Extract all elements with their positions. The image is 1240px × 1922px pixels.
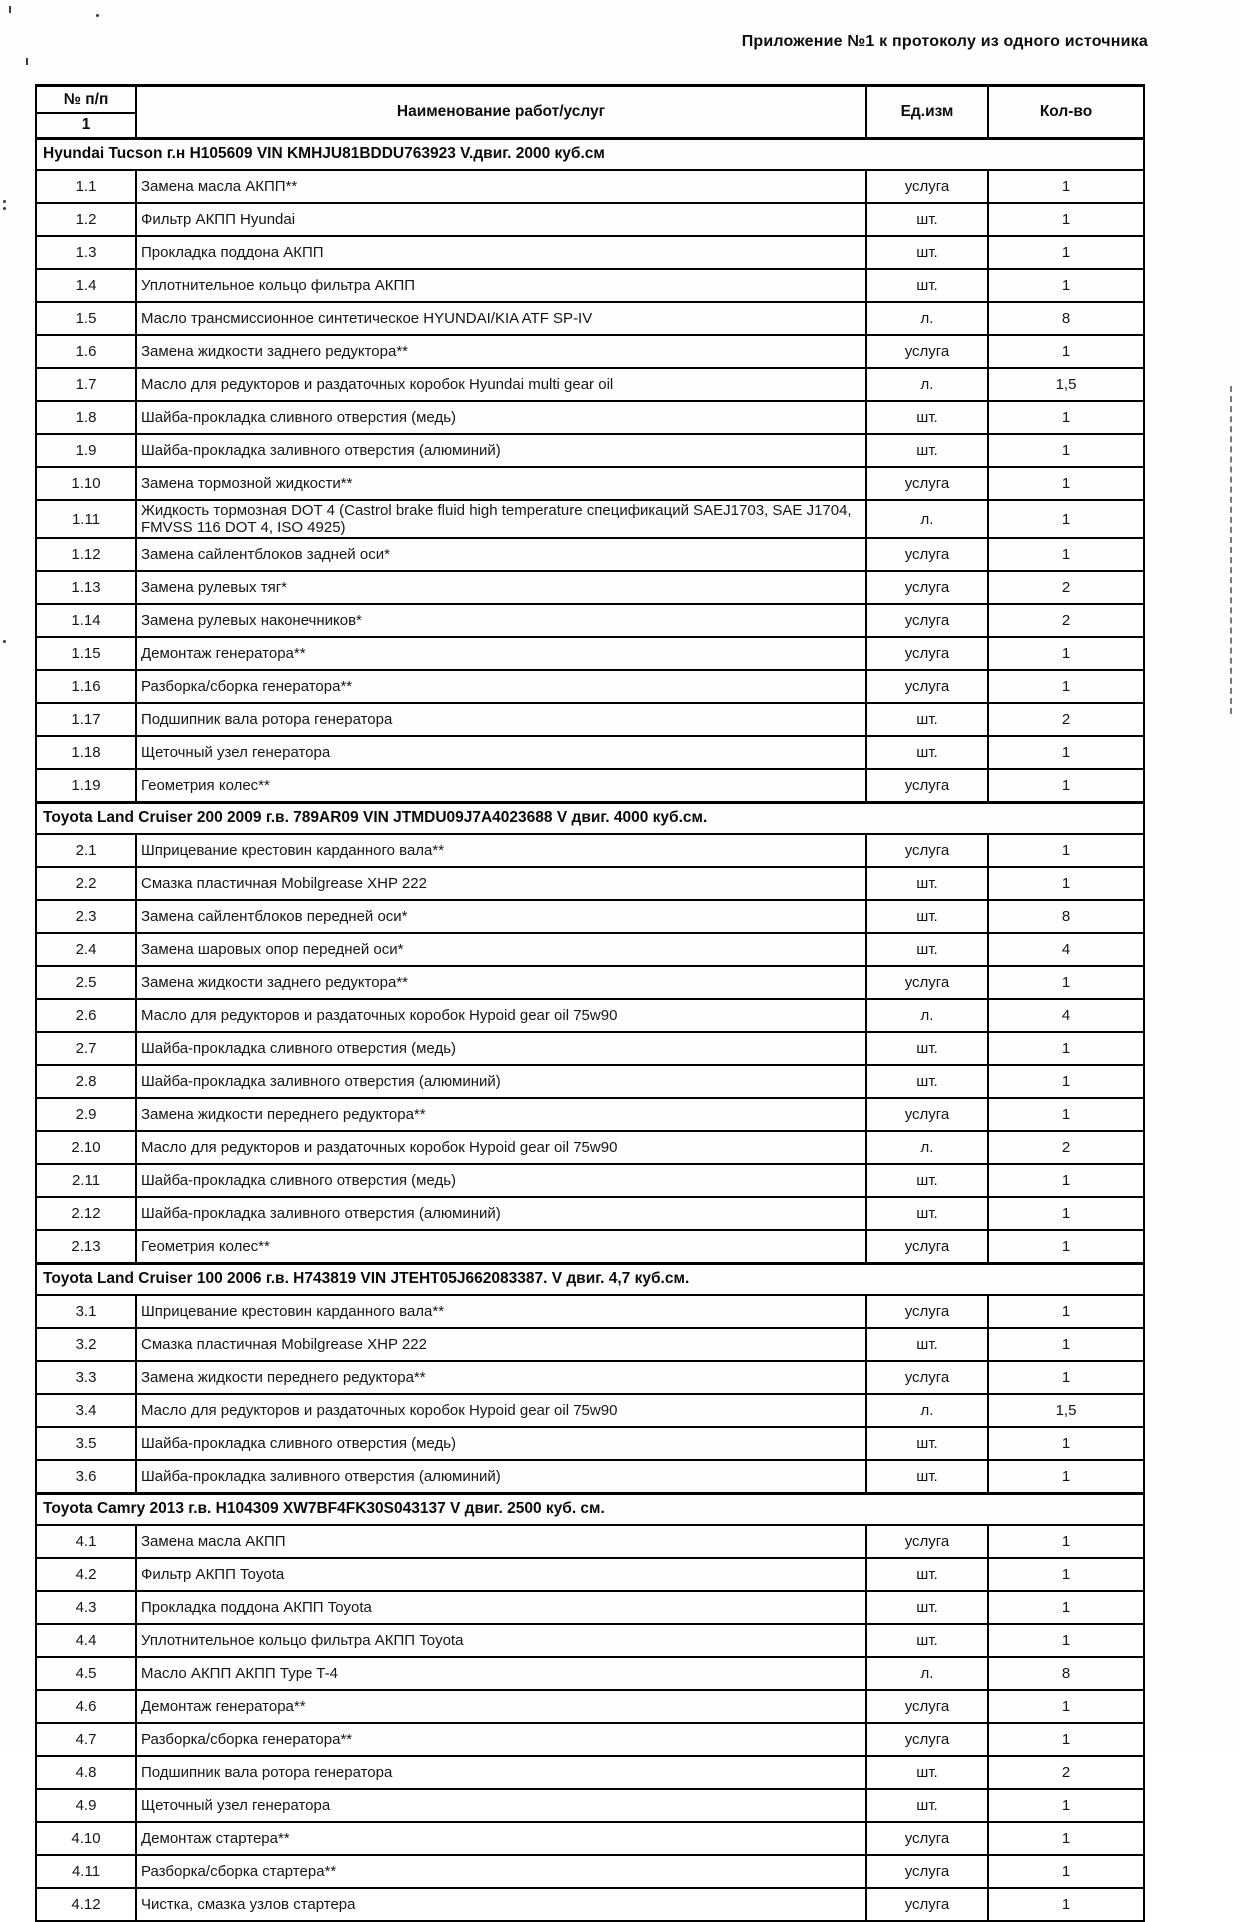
table-row [36, 1328, 1144, 1361]
scan-artifact [3, 640, 6, 643]
table-row [36, 401, 1144, 434]
cell-qty: 1 [988, 1624, 1144, 1657]
table-row [36, 1855, 1144, 1888]
cell-qty: 1 [988, 1427, 1144, 1460]
cell-qty: 8 [988, 1657, 1144, 1690]
cell-num: 2.10 [36, 1131, 136, 1164]
table-row [36, 1295, 1144, 1328]
cell-name: Шайба-прокладка заливного отверстия (алюминий) [136, 1197, 866, 1230]
cell-qty: 1 [988, 1197, 1144, 1230]
cell-num: 2.8 [36, 1065, 136, 1098]
scan-artifact [9, 6, 11, 13]
cell-name: Шайба-прокладка сливного отверстия (медь) [136, 401, 866, 434]
cell-num: 1.3 [36, 236, 136, 269]
table-row [36, 1427, 1144, 1460]
cell-qty: 8 [988, 900, 1144, 933]
cell-name: Уплотнительное кольцо фильтра АКПП Toyota [136, 1624, 866, 1657]
table-row [36, 900, 1144, 933]
table-row [36, 1822, 1144, 1855]
table-row [36, 203, 1144, 236]
cell-name: Шайба-прокладка заливного отверстия (алюминий) [136, 434, 866, 467]
table-row [36, 867, 1144, 900]
cell-num: 1.18 [36, 736, 136, 769]
cell-num: 2.13 [36, 1230, 136, 1264]
cell-num: 4.7 [36, 1723, 136, 1756]
cell-name: Разборка/сборка генератора** [136, 670, 866, 703]
cell-num: 3.6 [36, 1460, 136, 1494]
cell-name: Шайба-прокладка заливного отверстия (алюминий) [136, 1460, 866, 1494]
cell-unit: шт. [866, 1756, 988, 1789]
scan-artifact [96, 14, 99, 17]
cell-name: Демонтаж генератора** [136, 637, 866, 670]
cell-unit: шт. [866, 434, 988, 467]
table-row [36, 1525, 1144, 1558]
services-table [35, 84, 1145, 1922]
cell-num: 3.4 [36, 1394, 136, 1427]
cell-unit: шт. [866, 900, 988, 933]
cell-num: 2.5 [36, 966, 136, 999]
cell-name: Демонтаж генератора** [136, 1690, 866, 1723]
cell-name: Замена шаровых опор передней оси* [136, 933, 866, 966]
cell-num: 3.3 [36, 1361, 136, 1394]
cell-name: Замена масла АКПП** [136, 170, 866, 203]
table-row [36, 1789, 1144, 1822]
cell-num: 3.1 [36, 1295, 136, 1328]
header-num-sub: 1 [81, 116, 91, 133]
cell-unit: услуга [866, 670, 988, 703]
cell-name: Щеточный узел генератора [136, 736, 866, 769]
cell-name: Подшипник вала ротора генератора [136, 1756, 866, 1789]
cell-unit: шт. [866, 1032, 988, 1065]
cell-unit: шт. [866, 867, 988, 900]
table-row [36, 736, 1144, 769]
cell-qty: 1 [988, 500, 1144, 538]
cell-unit: услуга [866, 604, 988, 637]
cell-qty: 1 [988, 1888, 1144, 1921]
cell-num: 2.7 [36, 1032, 136, 1065]
cell-unit: услуга [866, 1855, 988, 1888]
table-row [36, 1888, 1144, 1921]
header-name: Наименование работ/услуг [136, 86, 866, 139]
cell-name: Замена жидкости заднего редуктора** [136, 335, 866, 368]
cell-qty: 1 [988, 1328, 1144, 1361]
section-title: Hyundai Tucson г.н H105609 VIN KMHJU81BDDU763923 V.двиг. 2000 куб.см [36, 139, 1144, 171]
cell-name: Замена рулевых тяг* [136, 571, 866, 604]
cell-name: Масло для редукторов и раздаточных коробок Hypoid gear oil 75w90 [136, 1131, 866, 1164]
section-header-row [36, 803, 1144, 835]
cell-qty: 1 [988, 637, 1144, 670]
table-row [36, 1394, 1144, 1427]
cell-num: 1.5 [36, 302, 136, 335]
cell-num: 1.2 [36, 203, 136, 236]
cell-unit: шт. [866, 1164, 988, 1197]
cell-unit: услуга [866, 1361, 988, 1394]
cell-unit: шт. [866, 1789, 988, 1822]
table-row [36, 769, 1144, 803]
table-row [36, 637, 1144, 670]
cell-unit: услуга [866, 571, 988, 604]
cell-num: 1.17 [36, 703, 136, 736]
cell-num: 4.5 [36, 1657, 136, 1690]
cell-qty: 1 [988, 769, 1144, 803]
cell-qty: 1 [988, 467, 1144, 500]
cell-num: 1.13 [36, 571, 136, 604]
table-row [36, 670, 1144, 703]
table-row [36, 1690, 1144, 1723]
cell-name: Шайба-прокладка сливного отверстия (медь) [136, 1164, 866, 1197]
table-row [36, 933, 1144, 966]
cell-qty: 1 [988, 1098, 1144, 1131]
table-row [36, 703, 1144, 736]
cell-qty: 1 [988, 434, 1144, 467]
cell-name: Шайба-прокладка заливного отверстия (алюминий) [136, 1065, 866, 1098]
cell-unit: л. [866, 500, 988, 538]
cell-unit: услуга [866, 1690, 988, 1723]
cell-num: 1.6 [36, 335, 136, 368]
cell-qty: 1 [988, 538, 1144, 571]
cell-qty: 1 [988, 867, 1144, 900]
cell-unit: шт. [866, 736, 988, 769]
cell-qty: 1,5 [988, 1394, 1144, 1427]
table-row [36, 269, 1144, 302]
cell-num: 1.12 [36, 538, 136, 571]
cell-qty: 2 [988, 703, 1144, 736]
cell-name: Замена тормозной жидкости** [136, 467, 866, 500]
table-row [36, 1723, 1144, 1756]
table-row [36, 236, 1144, 269]
cell-unit: услуга [866, 769, 988, 803]
cell-unit: шт. [866, 1328, 988, 1361]
table-row [36, 571, 1144, 604]
cell-unit: л. [866, 368, 988, 401]
cell-name: Чистка, смазка узлов стартера [136, 1888, 866, 1921]
cell-name: Геометрия колес** [136, 1230, 866, 1264]
document-title: Приложение №1 к протоколу из одного источника [741, 33, 1148, 50]
cell-name: Разборка/сборка генератора** [136, 1723, 866, 1756]
cell-unit: услуга [866, 467, 988, 500]
cell-name: Масло трансмиссионное синтетическое HYUNDAI/KIA ATF SP-IV [136, 302, 866, 335]
cell-qty: 1 [988, 1032, 1144, 1065]
cell-qty: 1 [988, 834, 1144, 867]
cell-num: 1.4 [36, 269, 136, 302]
cell-name: Замена жидкости переднего редуктора** [136, 1098, 866, 1131]
cell-num: 1.11 [36, 500, 136, 538]
cell-name: Жидкость тормозная DOT 4 (Castrol brake fluid high temperature спецификаций SAEJ1703, SAE J1704, FMVSS 116 DOT 4, ISO 4925) [136, 500, 866, 538]
cell-name: Шайба-прокладка сливного отверстия (медь) [136, 1032, 866, 1065]
cell-unit: шт. [866, 1427, 988, 1460]
cell-name: Замена сайлентблоков задней оси* [136, 538, 866, 571]
cell-name: Щеточный узел генератора [136, 1789, 866, 1822]
cell-name: Фильтр АКПП Toyota [136, 1558, 866, 1591]
cell-name: Масло для редукторов и раздаточных коробок Hyundai multi gear oil [136, 368, 866, 401]
cell-unit: услуга [866, 1230, 988, 1264]
cell-name: Фильтр АКПП Hyundai [136, 203, 866, 236]
cell-num: 2.1 [36, 834, 136, 867]
cell-name: Замена сайлентблоков передней оси* [136, 900, 866, 933]
cell-name: Замена жидкости переднего редуктора** [136, 1361, 866, 1394]
cell-qty: 1 [988, 1723, 1144, 1756]
cell-name: Замена рулевых наконечников* [136, 604, 866, 637]
cell-num: 4.3 [36, 1591, 136, 1624]
cell-num: 2.2 [36, 867, 136, 900]
cell-qty: 1 [988, 1230, 1144, 1264]
cell-num: 4.4 [36, 1624, 136, 1657]
cell-num: 4.2 [36, 1558, 136, 1591]
cell-qty: 1 [988, 335, 1144, 368]
cell-num: 2.12 [36, 1197, 136, 1230]
cell-name: Замена масла АКПП [136, 1525, 866, 1558]
cell-name: Разборка/сборка стартера** [136, 1855, 866, 1888]
cell-num: 1.10 [36, 467, 136, 500]
table-row [36, 1197, 1144, 1230]
cell-name: Масло АКПП АКПП Type T-4 [136, 1657, 866, 1690]
cell-unit: услуга [866, 1098, 988, 1131]
cell-qty: 1 [988, 236, 1144, 269]
header-num-label: № п/п [37, 87, 135, 114]
table-row [36, 1756, 1144, 1789]
cell-name: Масло для редукторов и раздаточных коробок Hypoid gear oil 75w90 [136, 1394, 866, 1427]
cell-unit: услуга [866, 1822, 988, 1855]
table-row [36, 1032, 1144, 1065]
cell-name: Масло для редукторов и раздаточных коробок Hypoid gear oil 75w90 [136, 999, 866, 1032]
cell-unit: шт. [866, 1460, 988, 1494]
cell-unit: услуга [866, 538, 988, 571]
cell-unit: услуга [866, 834, 988, 867]
cell-name: Шприцевание крестовин карданного вала** [136, 834, 866, 867]
cell-qty: 1 [988, 670, 1144, 703]
cell-name: Смазка пластичная Mobilgrease XHP 222 [136, 1328, 866, 1361]
cell-qty: 8 [988, 302, 1144, 335]
cell-qty: 2 [988, 604, 1144, 637]
cell-num: 4.11 [36, 1855, 136, 1888]
cell-name: Подшипник вала ротора генератора [136, 703, 866, 736]
table-row [36, 604, 1144, 637]
table-row [36, 335, 1144, 368]
cell-num: 4.6 [36, 1690, 136, 1723]
cell-qty: 1 [988, 1690, 1144, 1723]
table-row [36, 1624, 1144, 1657]
cell-num: 1.16 [36, 670, 136, 703]
table-row [36, 1361, 1144, 1394]
cell-num: 1.7 [36, 368, 136, 401]
scan-artifact [3, 200, 6, 203]
cell-name: Геометрия колес** [136, 769, 866, 803]
table-row [36, 1065, 1144, 1098]
cell-num: 1.15 [36, 637, 136, 670]
cell-unit: услуга [866, 1525, 988, 1558]
cell-unit: услуга [866, 1723, 988, 1756]
cell-unit: шт. [866, 1624, 988, 1657]
section-title: Toyota Camry 2013 г.в. H104309 XW7BF4FK30S043137 V двиг. 2500 куб. см. [36, 1494, 1144, 1526]
section-title: Toyota Land Cruiser 100 2006 г.в. H743819 VIN JTEHT05J662083387. V двиг. 4,7 куб.см. [36, 1264, 1144, 1296]
cell-name: Замена жидкости заднего редуктора** [136, 966, 866, 999]
cell-unit: шт. [866, 269, 988, 302]
table-row [36, 302, 1144, 335]
table-row [36, 434, 1144, 467]
cell-unit: услуга [866, 637, 988, 670]
cell-qty: 1 [988, 1591, 1144, 1624]
table-row [36, 966, 1144, 999]
cell-num: 1.14 [36, 604, 136, 637]
table-row [36, 1164, 1144, 1197]
cell-qty: 1 [988, 1295, 1144, 1328]
cell-qty: 1,5 [988, 368, 1144, 401]
cell-num: 3.2 [36, 1328, 136, 1361]
cell-num: 2.9 [36, 1098, 136, 1131]
table-row [36, 834, 1144, 867]
scan-artifact [3, 207, 6, 210]
cell-qty: 4 [988, 999, 1144, 1032]
table-row [36, 1657, 1144, 1690]
table-row [36, 170, 1144, 203]
cell-unit: услуга [866, 335, 988, 368]
table-row [36, 1591, 1144, 1624]
section-header-row [36, 1494, 1144, 1526]
cell-qty: 1 [988, 401, 1144, 434]
cell-qty: 1 [988, 1065, 1144, 1098]
cell-qty: 2 [988, 1756, 1144, 1789]
cell-qty: 1 [988, 966, 1144, 999]
table-row [36, 368, 1144, 401]
cell-unit: л. [866, 1657, 988, 1690]
cell-unit: услуга [866, 1888, 988, 1921]
cell-unit: шт. [866, 203, 988, 236]
cell-unit: шт. [866, 236, 988, 269]
cell-name: Демонтаж стартера** [136, 1822, 866, 1855]
cell-num: 4.10 [36, 1822, 136, 1855]
cell-qty: 1 [988, 203, 1144, 236]
table-row [36, 538, 1144, 571]
scan-artifact [26, 58, 28, 65]
table-body [36, 139, 1144, 1922]
cell-unit: л. [866, 999, 988, 1032]
table-row [36, 1558, 1144, 1591]
cell-name: Смазка пластичная Mobilgrease XHP 222 [136, 867, 866, 900]
cell-num: 2.4 [36, 933, 136, 966]
cell-name: Уплотнительное кольцо фильтра АКПП [136, 269, 866, 302]
cell-unit: услуга [866, 1295, 988, 1328]
cell-unit: л. [866, 1394, 988, 1427]
cell-unit: л. [866, 302, 988, 335]
cell-unit: шт. [866, 401, 988, 434]
cell-qty: 2 [988, 571, 1144, 604]
cell-qty: 1 [988, 269, 1144, 302]
table-row [36, 1131, 1144, 1164]
scan-artifact-line [1230, 386, 1232, 714]
header-unit: Ед.изм [866, 86, 988, 139]
cell-name: Шайба-прокладка сливного отверстия (медь) [136, 1427, 866, 1460]
cell-num: 1.8 [36, 401, 136, 434]
cell-unit: шт. [866, 703, 988, 736]
table-row [36, 1098, 1144, 1131]
cell-qty: 1 [988, 1789, 1144, 1822]
table-row [36, 467, 1144, 500]
cell-num: 3.5 [36, 1427, 136, 1460]
cell-unit: шт. [866, 1065, 988, 1098]
cell-qty: 4 [988, 933, 1144, 966]
table-row [36, 500, 1144, 538]
section-header-row [36, 1264, 1144, 1296]
cell-qty: 2 [988, 1131, 1144, 1164]
cell-num: 4.8 [36, 1756, 136, 1789]
cell-num: 2.3 [36, 900, 136, 933]
cell-unit: услуга [866, 966, 988, 999]
cell-name: Прокладка поддона АКПП Toyota [136, 1591, 866, 1624]
cell-num: 4.9 [36, 1789, 136, 1822]
cell-qty: 1 [988, 1460, 1144, 1494]
cell-unit: шт. [866, 1591, 988, 1624]
cell-unit: шт. [866, 1558, 988, 1591]
cell-num: 2.11 [36, 1164, 136, 1197]
table-header [36, 86, 1144, 139]
cell-num: 2.6 [36, 999, 136, 1032]
cell-num: 1.19 [36, 769, 136, 803]
cell-num: 1.1 [36, 170, 136, 203]
cell-qty: 1 [988, 1525, 1144, 1558]
cell-qty: 1 [988, 736, 1144, 769]
cell-unit: шт. [866, 933, 988, 966]
cell-unit: л. [866, 1131, 988, 1164]
cell-qty: 1 [988, 1361, 1144, 1394]
cell-num: 4.1 [36, 1525, 136, 1558]
cell-unit: шт. [866, 1197, 988, 1230]
table-row [36, 1460, 1144, 1494]
cell-unit: услуга [866, 170, 988, 203]
cell-num: 4.12 [36, 1888, 136, 1921]
cell-qty: 1 [988, 1822, 1144, 1855]
cell-qty: 1 [988, 1855, 1144, 1888]
table-row [36, 1230, 1144, 1264]
cell-num: 1.9 [36, 434, 136, 467]
cell-qty: 1 [988, 170, 1144, 203]
table-row [36, 999, 1144, 1032]
cell-name: Прокладка поддона АКПП [136, 236, 866, 269]
cell-qty: 1 [988, 1558, 1144, 1591]
cell-qty: 1 [988, 1164, 1144, 1197]
header-num [36, 86, 136, 139]
header-qty: Кол-во [988, 86, 1144, 139]
section-header-row [36, 139, 1144, 171]
section-title: Toyota Land Cruiser 200 2009 г.в. 789AR09 VIN JTMDU09J7A4023688 V двиг. 4000 куб.см. [36, 803, 1144, 835]
cell-name: Шприцевание крестовин карданного вала** [136, 1295, 866, 1328]
